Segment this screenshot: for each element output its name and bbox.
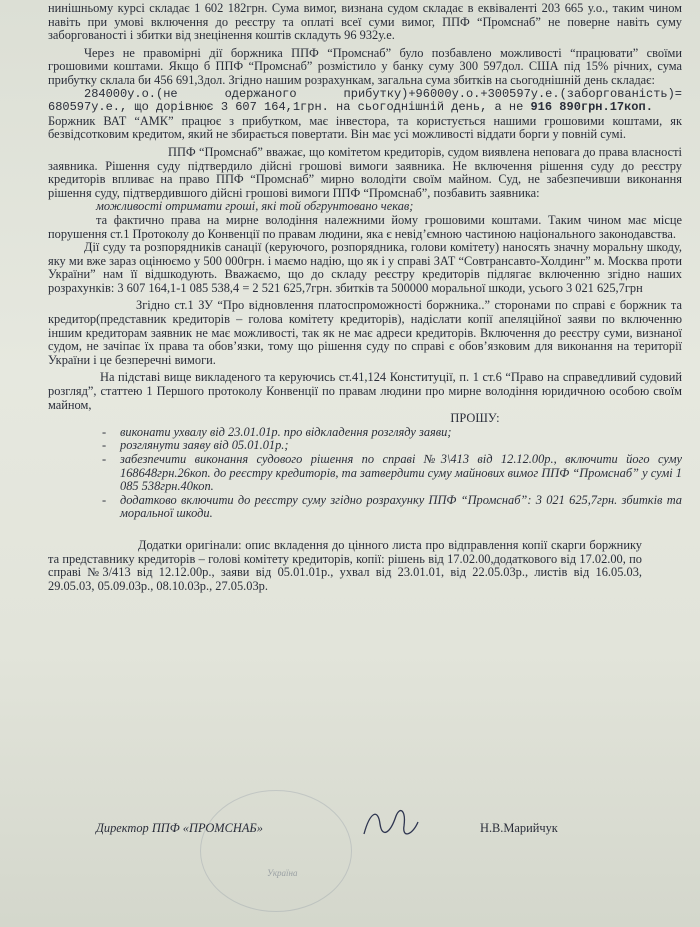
request-heading: ПРОШУ: xyxy=(450,411,500,426)
request-item-text: виконати ухвалу від 23.01.01р. про відкладення розгляду заяви; xyxy=(120,424,452,439)
request-item-text: розглянути заяву від 05.01.01р.; xyxy=(120,438,289,453)
company-stamp xyxy=(200,790,352,912)
request-item xyxy=(48,453,682,494)
list-dash: - xyxy=(102,438,107,453)
request-item-text: забезпечити виконання судового рішення по справі №3\413 від 12.12.00р., включити його суму 168648грн.26коп. до реєстру кредиторів, та затвердити суму майнових вимог ППФ “Промснаб” у сумі 1 085 538грн.40коп. xyxy=(120,452,682,494)
stamp-text: Україна xyxy=(267,868,298,878)
paragraph-total-losses xyxy=(48,88,682,115)
attachments: Додатки оригінали: опис вкладення до цінного листа про відправлення копії скарги боржнику та представнику кредиторів – голові комітету кредиторів, копії: рішень від 17.02.00,додаткового від 17.02.00, по справі №3/413 від 12.12.00р., заяви від 05.01.01р., ухвал від 23.01.01, від 22.05.03р., листів від 16.05.03, 29.05.03, 05.09.03р., 08.10.03р., 27.05.03р. xyxy=(48,537,642,593)
paragraph-parties: Згідно ст.1 ЗУ “Про відновлення платоспроможності боржника..” сторонами по справі є боржник та кредитор(представник кредиторів – голова комітету кредиторів), надіслати копії апеляційної заяви по включенню іншим кредиторам заявник не має можливості, так як не має адреси кредиторів. Включення до реєстру суми, визнаної судом, не зачіпає їх права та обов’язки, тому що рішення суду по справі є обов’язковим для виконання на території України і це безперечні вимоги. xyxy=(48,298,682,367)
paragraph-amount-calculation: нинішньому курсі складає 1 602 182грн. Сума вимог, визнана судом складає в еквіваленті 203 665 у.о., таким чином навіть при умові включення до реєстру та оплаті всеї суми вимог, ППФ “Промснаб” не поверне навіть суму заборгованості і збитки від знецінення коштів складуть 96 932у.е. xyxy=(48,1,682,43)
paragraph-debtor-profit: Боржник ВАТ “АМК” працює з прибутком, має інвестора, та користується нашими грошовими коштами, як безвідсотковим кредитом, який не збирається повертати. Він має усі можливості віддати борги у повній сумі. xyxy=(48,113,682,142)
signature-line xyxy=(96,822,656,836)
paragraph-lost-profit: Через не правомірні дії боржника ППФ “Промснаб” було позбавлено можливості “працювати” своїми грошовими коштами. Якщо б ППФ “Промснаб” розмістило у банку суму 300 597дол. США під 15% річних, сума прибутку склала би 456 691,3дол. Згідно нашим розрахункам, загальна сума збитків на сьогоднішній день складає: xyxy=(48,45,682,87)
director-title: Директор ППФ «ПРОМСНАБ» xyxy=(96,821,263,835)
paragraph-disrespect: ППФ “Промснаб” вважає, що комітетом кредиторів, судом виявлена неповага до права власності заявника. Рішення суду підтвердило дійсні грошові вимоги заявника. Не включення рішення суду до реєстру кредиторів впливає на право ППФ “Промснаб” мирно володіти своїм майном. Суд, не забезпечивши виконання рішення суду, підтвердившого дійсні грошові вимоги ППФ “Промснаб”, позбавить заявника: xyxy=(48,144,682,200)
list-dash: - xyxy=(102,492,107,507)
request-list xyxy=(48,426,682,521)
request-item xyxy=(48,426,682,440)
request-item-text: додатково включити до реєстру суму згідно розрахунку ППФ “Промснаб”: 3 021 625,7грн. збитків та моральної шкоди. xyxy=(120,492,682,521)
highlighted-amount: 916 890грн.17коп. xyxy=(530,100,653,115)
director-name: Н.В.Марийчук xyxy=(480,821,558,835)
paragraph-moral-damage: Дії суду та розпорядників санації (керуючого, розпорядника, голови комітету) наносять значну моральну шкоду, яку ми вже зараз оцінюємо у 500 000грн. і маємо надію, що як і у справі ЗАТ “Совтрансавто-Холдинг” м. Москва проти України” нам її відшкодують. Вважаємо, що до складу реєстру кредиторів підлягає включенню згідно наших розрахунків: 3 607 164,1-1 085 538,4 = 2 521 625,7грн. збитків та 500000 моральної шкоди, усього 3 021 625,7грн xyxy=(48,240,682,295)
paragraph-legal-basis: На підставі вище викладеного та керуючись ст.41,124 Конституції, п. 1 ст.6 “Право на справедливий судовий розгляд”, статтею 1 Першого протоколу Конвенції по правам людини про мирне володіння юридичною особою своїм майном, xyxy=(48,370,682,412)
total-losses-formula: 284000у.о.(не одержаного прибутку)+96000у.о.+300597у.е.(заборгованість)= 680597у.е., що дорівнює 3 607 164,1грн. на сьогоднішній день, а не xyxy=(48,86,682,115)
request-item xyxy=(48,494,682,521)
list-dash: - xyxy=(102,452,107,466)
request-item xyxy=(48,439,682,453)
list-dash: - xyxy=(102,424,107,439)
paragraph-possibility: можливості отримати гроші, які той обгрунтовано чекав; xyxy=(96,199,414,214)
paragraph-property-right: та фактично права на мирне володіння належними йому грошовими коштами. Таким чином має місце порушення ст.1 Протоколу до Конвенції по правам людини, яка є невід’ємною частиною національного законодавства. xyxy=(48,212,682,241)
